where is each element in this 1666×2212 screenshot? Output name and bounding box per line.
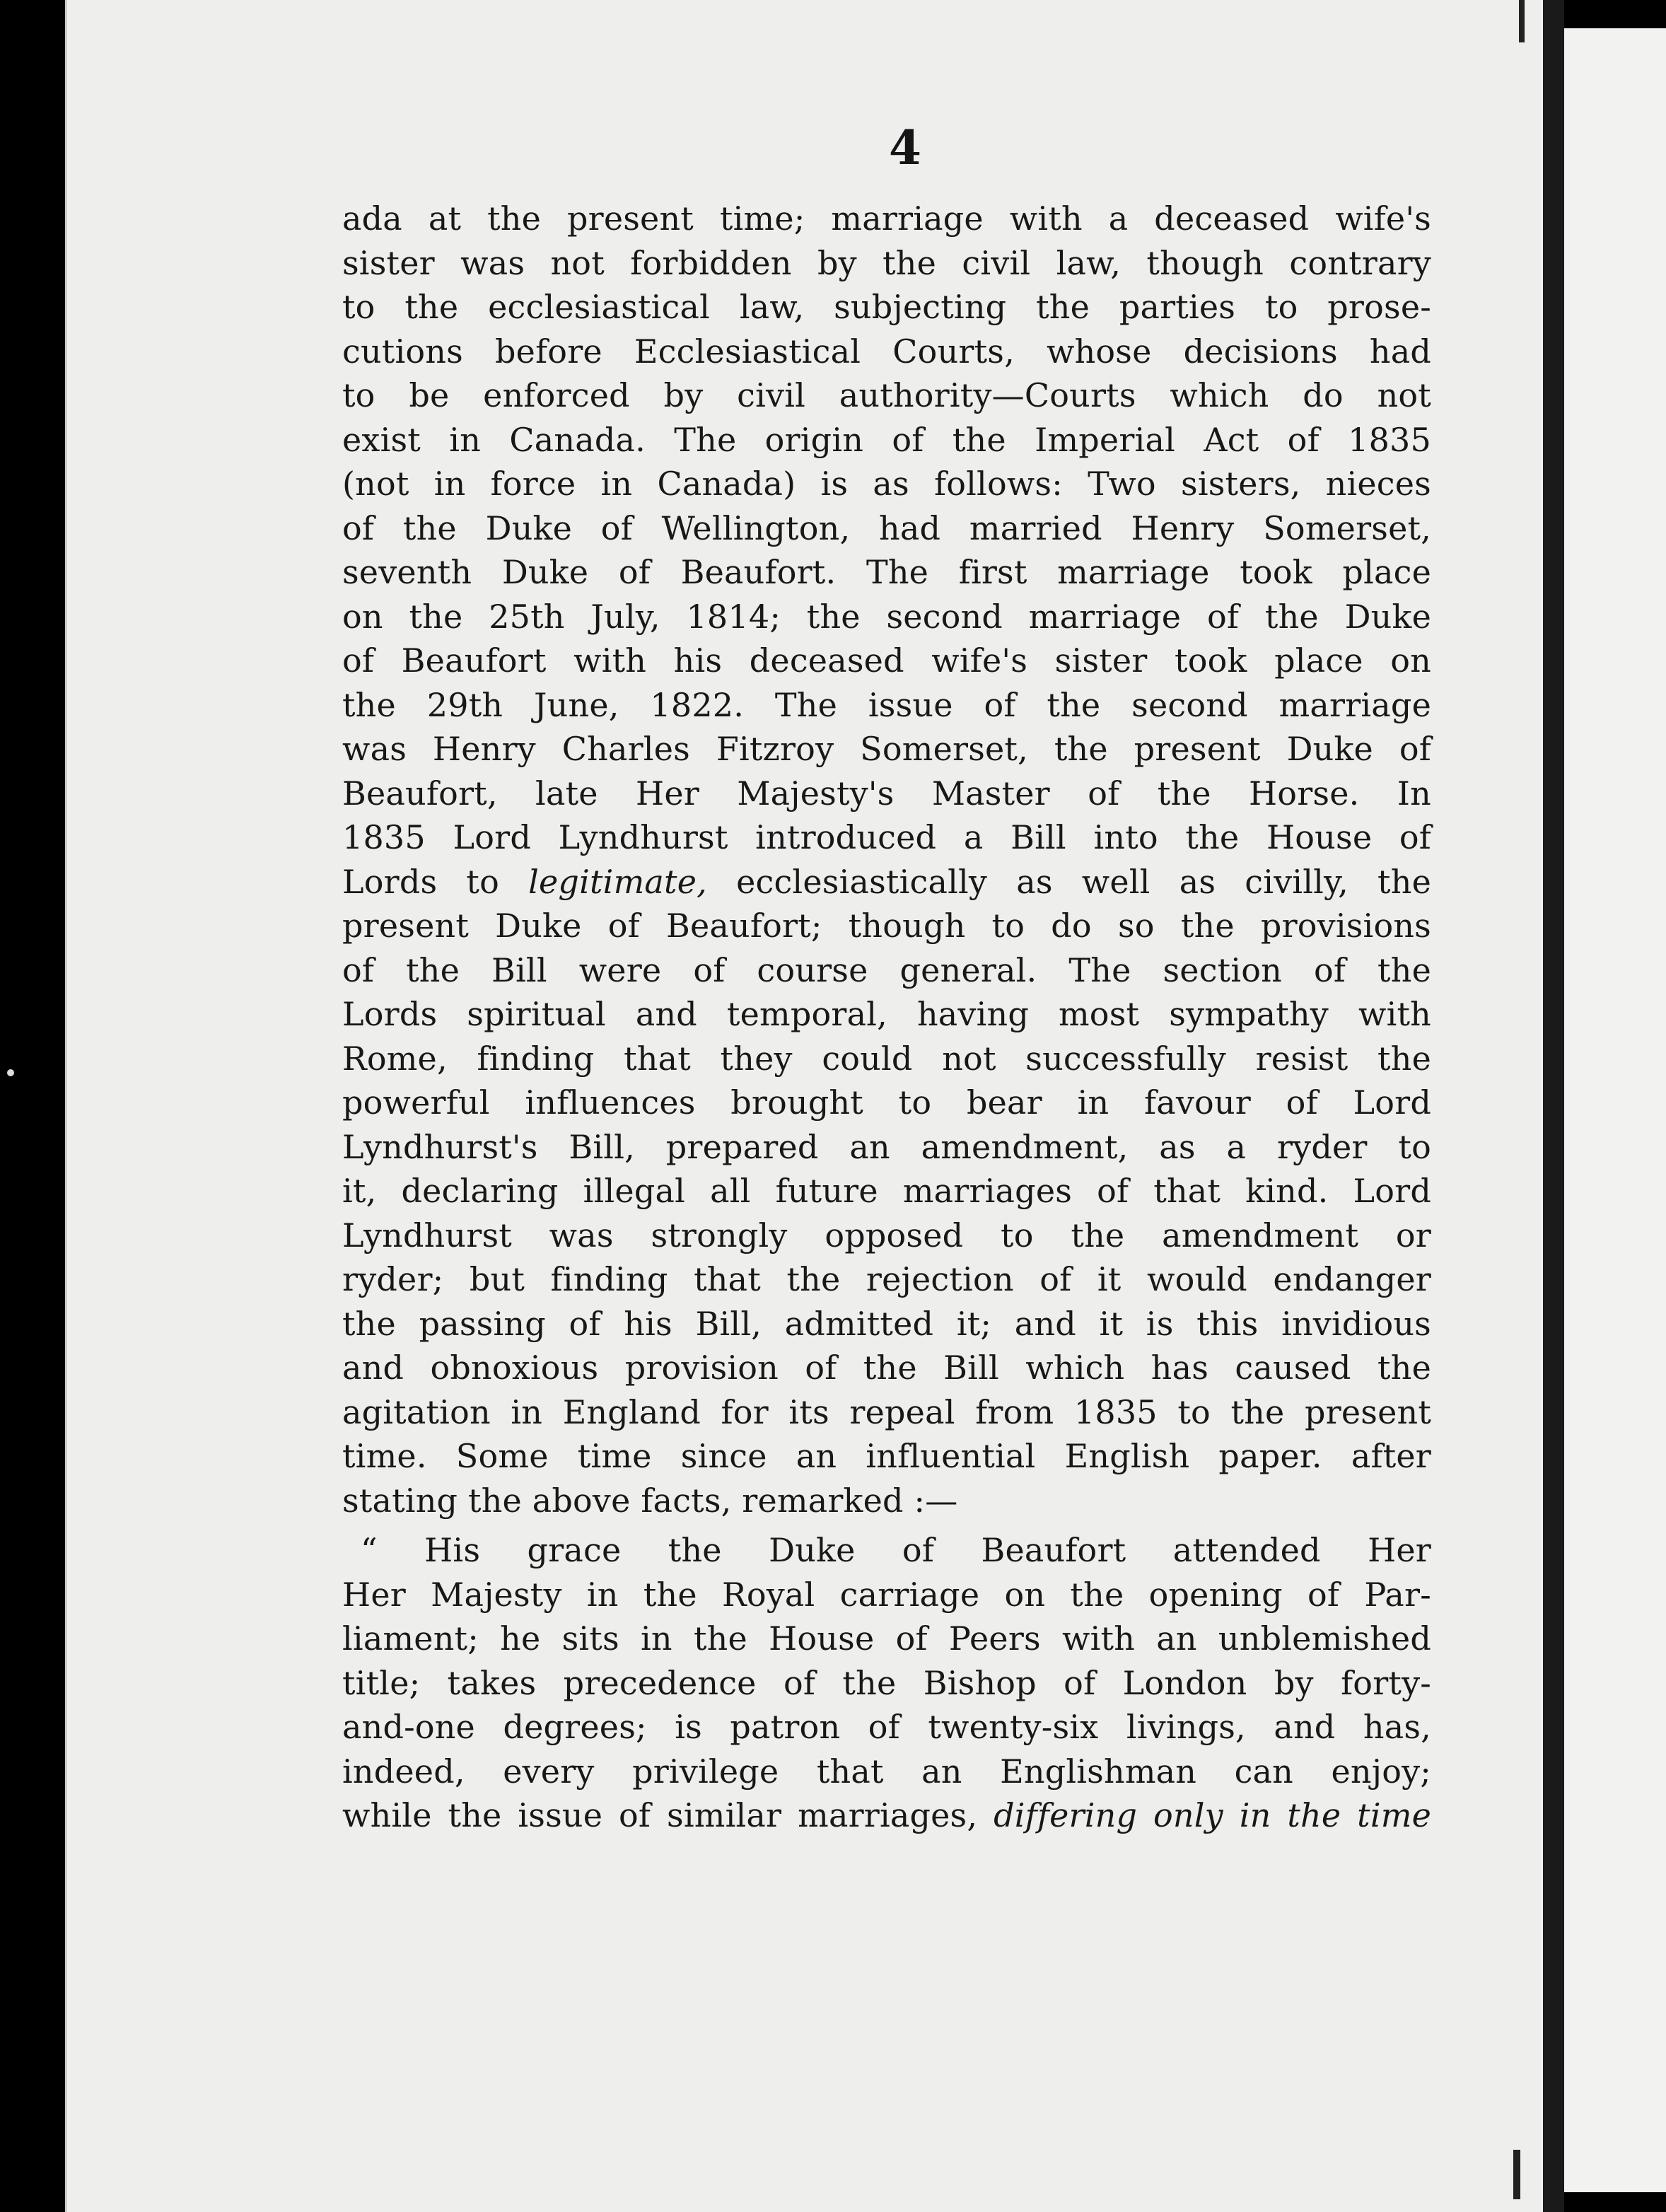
quote-line-with-italic	[342, 1793, 1431, 1838]
text-line: the 29th June, 1822. The issue of the second marriage	[342, 685, 1431, 724]
text-line: powerful influences brought to bear in favour of Lord	[342, 1083, 1431, 1122]
body-text	[342, 197, 1431, 1838]
page-gutter-edge	[1543, 0, 1564, 2212]
quote-line: title; takes precedence of the Bishop of London by forty-	[342, 1663, 1431, 1702]
text-line: 1835 Lord Lyndhurst introduced a Bill into the House of	[342, 818, 1431, 856]
text-line: on the 25th July, 1814; the second marriage of the Duke	[342, 597, 1431, 636]
text-line: Lyndhurst's Bill, prepared an amendment, as a ryder to	[342, 1127, 1431, 1166]
text-run: while the issue of similar marriages,	[342, 1796, 994, 1834]
text-line: of the Bill were of course general. The section of the	[342, 950, 1431, 989]
quote-line: Her Majesty in the Royal carriage on the opening of Par-	[342, 1575, 1431, 1614]
text-line: to be enforced by civil authority—Courts which do not	[342, 376, 1431, 414]
scan-speck	[7, 1069, 14, 1076]
quote-line: indeed, every privilege that an Englishman can enjoy;	[342, 1752, 1431, 1791]
text-line: of the Duke of Wellington, had married Henry Somerset,	[342, 508, 1431, 547]
quote-line: liament; he sits in the House of Peers with an unblemished	[342, 1619, 1431, 1658]
edge-mark	[1519, 0, 1525, 42]
text-line: the passing of his Bill, admitted it; and it is this invidious	[342, 1304, 1431, 1343]
quote-line: and-one degrees; is patron of twenty-six livings, and has,	[342, 1708, 1431, 1746]
text-line: ryder; but finding that the rejection of it would endanger	[342, 1260, 1431, 1298]
text-line: exist in Canada. The origin of the Imperial Act of 1835	[342, 420, 1431, 459]
text-line: to the ecclesiastical law, subjecting the parties to prose-	[342, 288, 1431, 326]
text-line: Rome, finding that they could not successfully resist the	[342, 1039, 1431, 1078]
italic-phrase: differing only in the time	[994, 1796, 1432, 1834]
text-line: ada at the present time; marriage with a deceased wife's	[342, 199, 1431, 238]
adjacent-page-strip	[1564, 28, 1666, 2192]
text-line: stating the above facts, remarked :—	[342, 1481, 958, 1520]
italic-word: legitimate,	[528, 862, 707, 901]
text-line: sister was not forbidden by the civil law, though contrary	[342, 243, 1431, 282]
text-line: Beaufort, late Her Majesty's Master of the Horse. In	[342, 774, 1431, 813]
text-line: Lyndhurst was strongly opposed to the amendment or	[342, 1216, 1431, 1255]
text-run: ecclesiastically as well as civilly, the	[706, 862, 1431, 901]
page-number: 4	[889, 120, 921, 175]
text-line: Lords spiritual and temporal, having most sympathy with	[342, 995, 1431, 1033]
paragraph-gap	[342, 1523, 1431, 1528]
text-line: (not in force in Canada) is as follows: Two sisters, nieces	[342, 465, 1431, 503]
text-line-with-italic	[342, 860, 1431, 904]
edge-mark	[1513, 2150, 1520, 2199]
text-line: agitation in England for its repeal from 1835 to the present	[342, 1392, 1431, 1431]
text-line: seventh Duke of Beaufort. The first marriage took place	[342, 553, 1431, 591]
text-line: present Duke of Beaufort; though to do so the provisions	[342, 907, 1431, 945]
text-line: of Beaufort with his deceased wife's sister took place on	[342, 641, 1431, 680]
text-line: it, declaring illegal all future marriages of that kind. Lord	[342, 1172, 1431, 1210]
text-line: cutions before Ecclesiastical Courts, whose decisions had	[342, 332, 1431, 371]
quote-line: “ His grace the Duke of Beaufort attended Her	[361, 1531, 1431, 1569]
text-line: and obnoxious provision of the Bill which has caused the	[342, 1349, 1431, 1387]
text-line: time. Some time since an influential English paper. after	[342, 1437, 1431, 1475]
text-line: was Henry Charles Fitzroy Somerset, the present Duke of	[342, 730, 1431, 768]
text-run: Lords to	[342, 862, 529, 901]
